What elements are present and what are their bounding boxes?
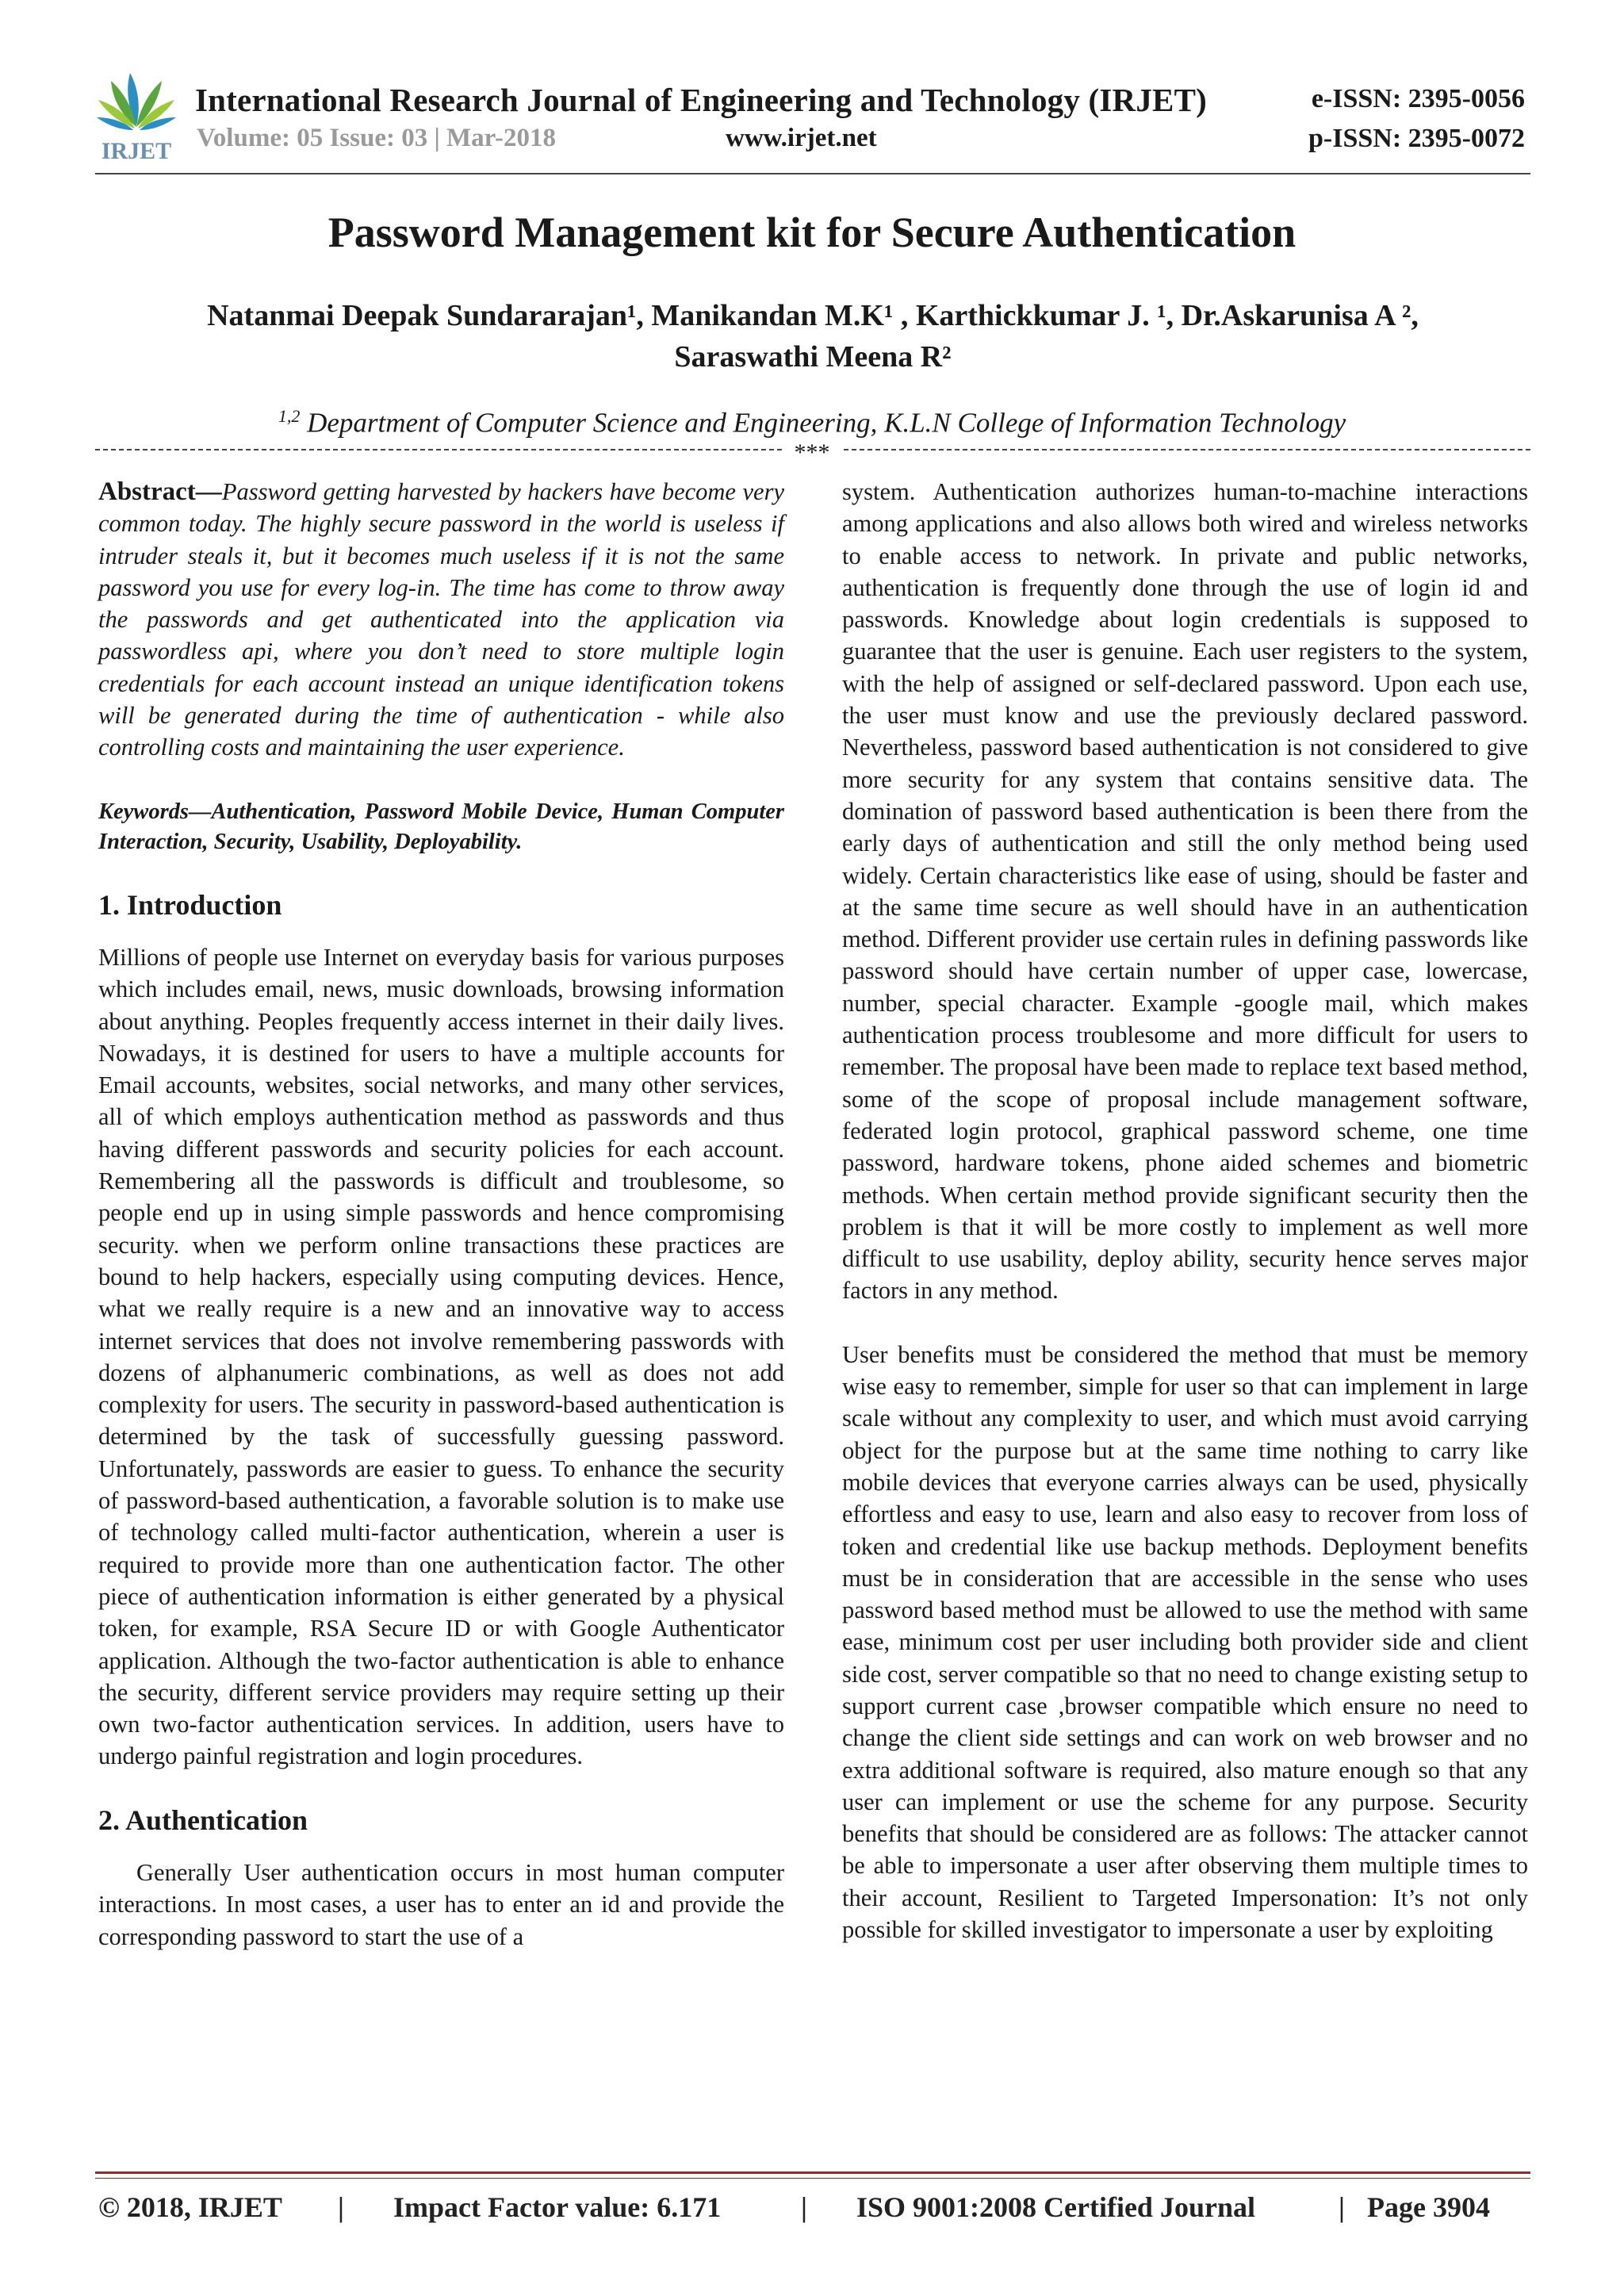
separator-right [844, 449, 1530, 450]
separator-stars: *** [787, 439, 837, 466]
right-paragraph-2: User benefits must be considered the method that must be memory wise easy to remember, simple for user so that can implement in large scale without any complexity to user, and which must avoid carrying object for the purpose but at the same time nothing to carry like mobile devices that everyone carries always can be used, physically effortless and easy to use, learn and also easy to recover from loss of token and credential like use backup methods. Deployment benefits must be in consideration that are accessible in the sense who uses password based method must be allowed to use the method with same ease, minimum cost per user including both provider side and client side cost, server compatible so that no need to change existing setup to support current case ,browser compatible which ensure no need to change the client side settings and can work on web browser and no extra additional software is required, also mature enough so that any user can implement or use the scheme for any purpose. Security benefits that should be considered are as follows: The attacker cannot be able to impersonate a user after observing them multiple times to their account, Resilient to Targeted Impersonation: It’s not only possible for skilled investigator to impersonate a user by exploiting [842, 1340, 1528, 1944]
paper-title: Password Management kit for Secure Authentication [327, 209, 1297, 256]
footer-separator: | [1339, 2191, 1345, 2223]
authors-line-1: Natanmai Deepak Sundararajan¹, Manikandan M.K¹ , Karthickkumar J. ¹, Dr.Askarunisa A ², [207, 299, 1419, 332]
footer-separator: | [338, 2191, 344, 2223]
authors-line-2: Saraswathi Meena R² [674, 340, 952, 374]
footer-rule-thick [95, 2171, 1530, 2174]
journal-website[interactable]: www.irjet.net [726, 124, 877, 152]
left-column [98, 476, 784, 1953]
footer-page-number: Page 3904 [1367, 2191, 1490, 2223]
footer-separator: | [801, 2191, 807, 2223]
e-issn: e-ISSN: 2395-0056 [1311, 84, 1525, 113]
author-list [95, 295, 1530, 378]
right-column [842, 476, 1528, 1945]
journal-title: International Research Journal of Engineering and Technology (IRJET) [195, 82, 1207, 118]
abstract-text: Password getting harvested by hackers have become very common today. The highly secure password in the world is useless if intruder steals it, but it becomes much useless if it is not the same password you use for every log-in. The time has come to throw away the passwords and get authenticated into the application via passwordless api, where you don’t need to store multiple login credentials for each account instead an unique identification tokens will be generated during the time of authentication - while also controlling costs and maintaining the user experience. [98, 478, 784, 761]
keywords: Keywords—Authentication, Password Mobile Device, Human Computer Interaction, Security, Usability, Deployability. [98, 799, 784, 854]
footer-copyright: © 2018, IRJET [98, 2191, 282, 2223]
authentication-paragraph: Generally User authentication occurs in most human computer interactions. In most cases, a user has to enter an id and provide the corresponding password to start the use of a [98, 1858, 784, 1950]
journal-logo [94, 70, 179, 163]
volume-issue: Volume: 05 Issue: 03 | Mar-2018 [197, 124, 557, 152]
abstract-label: Abstract— [98, 477, 222, 506]
p-issn: p-ISSN: 2395-0072 [1308, 124, 1525, 153]
irjet-logo-icon [94, 70, 179, 163]
footer-impact-factor: Impact Factor value: 6.171 [393, 2191, 722, 2223]
affiliation-superscript: 1,2 [278, 406, 301, 426]
affiliation-text: Department of Computer Science and Engineering, K.L.N College of Information Technology [307, 407, 1346, 439]
introduction-paragraph: Millions of people use Internet on everyday basis for various purposes which includes email, news, music downloads, browsing information about anything. Peoples frequently access internet in their daily lives. Nowadays, it is destined for users to have a multiple accounts for Email accounts, websites, social networks, and many other services, all of which employs authentication method as passwords and thus having different passwords and security policies for each account. Remembering all the passwords is difficult and troublesome, so people end up in using simple passwords and hence compromising security. when we perform online transactions these practices are bound to help hackers, especially using computing devices. Hence, what we really require is a new and an innovative way to access internet services that does not involve remembering passwords with dozens of alphanumeric combinations, as well as does not add complexity for users. The security in password-based authentication is determined by the task of successfully guessing password. Unfortunately, passwords are easier to guess. To enhance the security of password-based authentication, a favorable solution is to make use of technology called multi-factor authentication, wherein a user is required to provide more than one authentication factor. The other piece of authentication information is either generated by a physical token, for example, RSA Secure ID or with Google Authenticator application. Although the two-factor authentication is able to enhance the security, different service providers may require setting up their own two-factor authentication services. In addition, users have to undergo painful registration and login procedures. [98, 943, 784, 1770]
abstract [98, 476, 784, 764]
affiliation [0, 406, 1624, 439]
footer-rule-thin [95, 2178, 1530, 2179]
footer-iso: ISO 9001:2008 Certified Journal [856, 2191, 1255, 2223]
svg-text:IRJET: IRJET [101, 138, 172, 163]
header-divider [95, 173, 1530, 174]
section-heading-introduction: 1. Introduction [98, 888, 282, 921]
right-paragraph-1: system. Authentication authorizes human-to-machine interactions among applications and also allows both wired and wireless networks to enable access to network. In private and public networks, authentication is frequently done through the use of login id and passwords. Knowledge about login credentials is supposed to guarantee that the user is genuine. Each user registers to the system, with the help of assigned or self-declared password. Upon each use, the user must know and use the previously declared password. Nevertheless, password based authentication is not considered to give more security for any system that contains sensitive data. The domination of password based authentication is been there from the early days of authentication and still the only method being used widely. Certain characteristics like ease of using, should be faster and at the same time secure as well should have in an authentication method. Different provider use certain rules in defining passwords like password should have certain number of upper case, lowercase, number, special character. Example -google mail, which makes authentication process troublesome and more difficult for users to remember. The proposal have been made to replace text based method, some of the scope of proposal include management software, federated login protocol, graphical password scheme, one time password, hardware tokens, phone aided schemes and biometric methods. When certain method provide significant security then the problem is that it will be more costly to implement as well more difficult to use usability, deploy ability, security hence serves major factors in any method. [842, 478, 1528, 1305]
section-heading-authentication: 2. Authentication [98, 1803, 308, 1836]
separator-left [95, 449, 782, 450]
